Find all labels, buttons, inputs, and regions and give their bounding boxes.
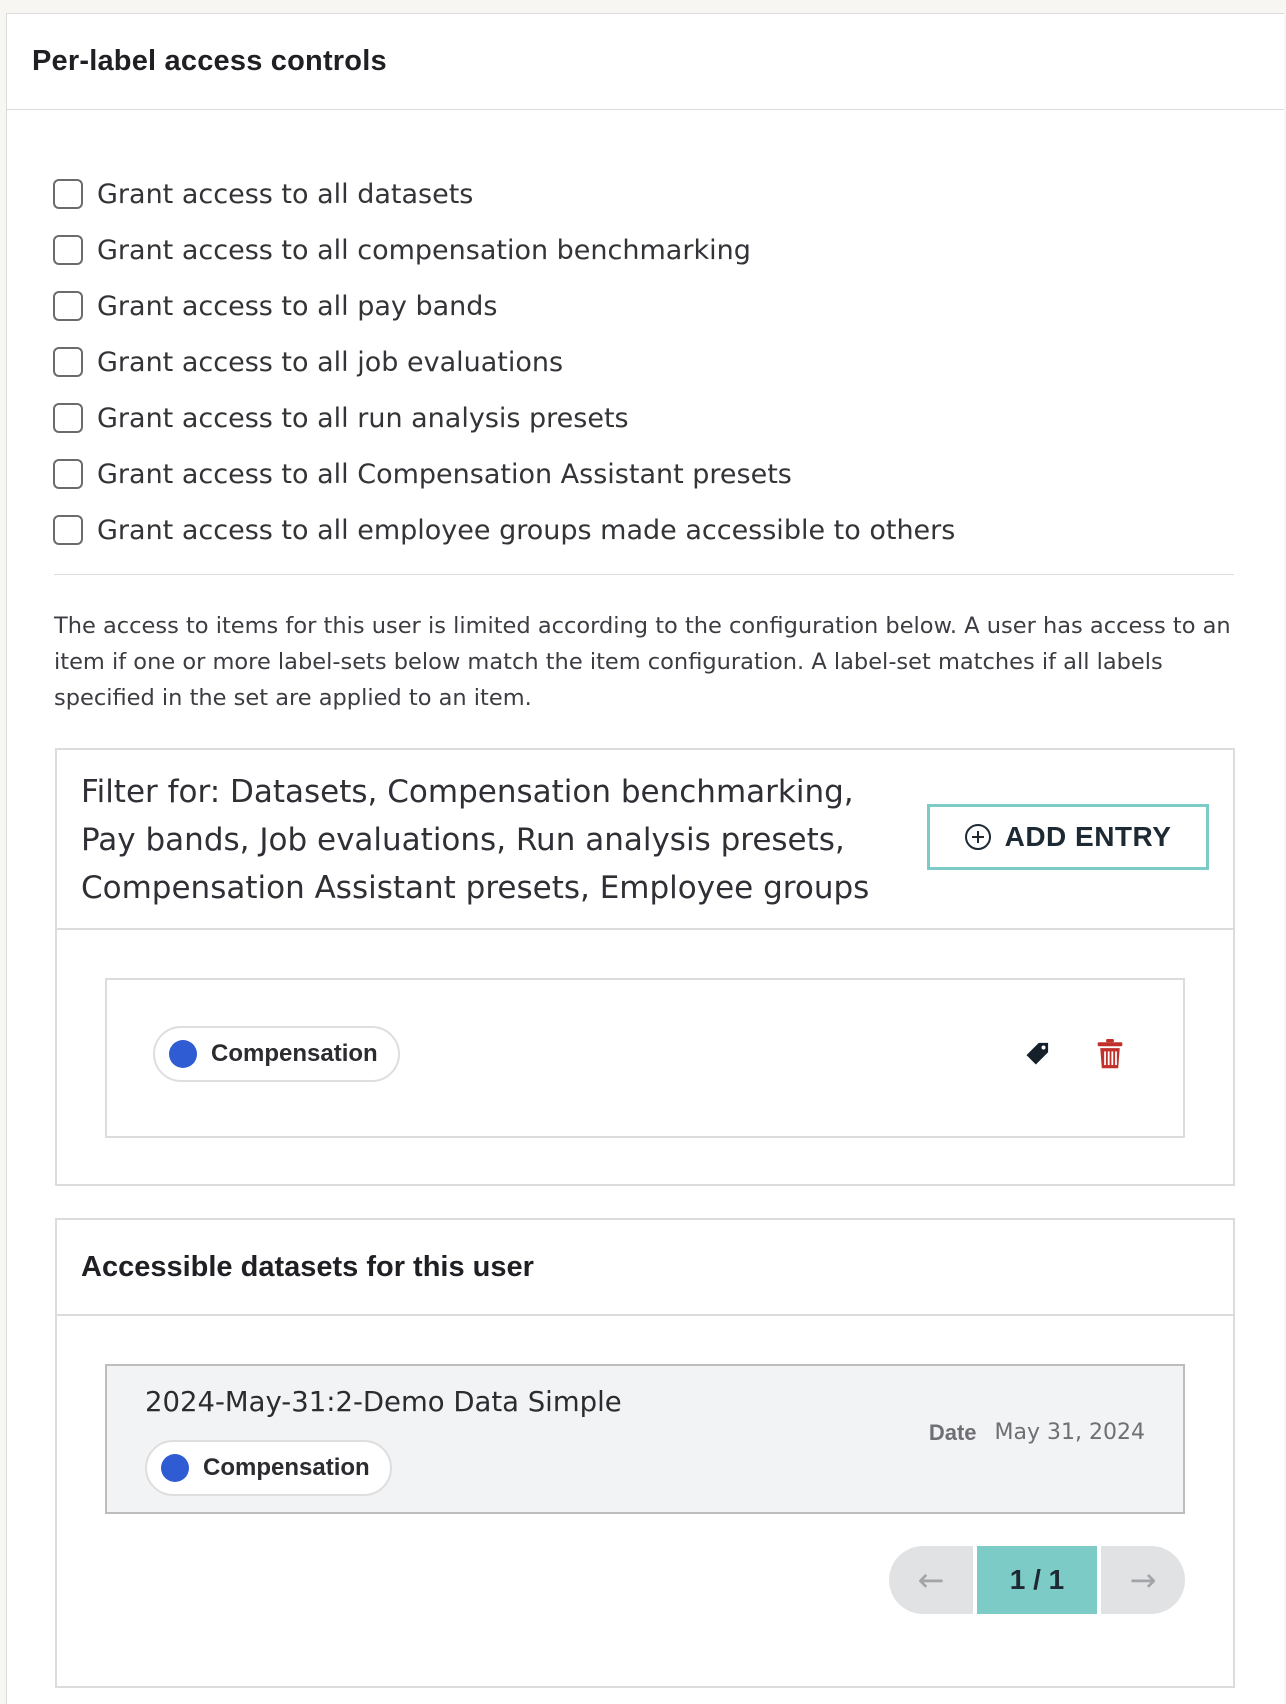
previous-page-button[interactable] — [889, 1546, 973, 1614]
dataset-name: 2024-May-31:2-Demo Data Simple — [145, 1386, 622, 1418]
grant-employee-groups-row[interactable] — [53, 502, 955, 558]
accessible-datasets-header — [57, 1220, 1233, 1316]
filter-description: Filter for: Datasets, Compensation benchmarking, Pay bands, Job evaluations, Run analysis presets, Compensation Assistant presets, Employee groups — [81, 774, 870, 906]
grant-pay-bands-row[interactable] — [53, 278, 955, 334]
label-filter-box — [55, 748, 1235, 1186]
label-chip-text: Compensation — [211, 1040, 378, 1067]
add-entry-label: ADD ENTRY — [1004, 821, 1172, 852]
next-page-button[interactable] — [1101, 1546, 1185, 1614]
grant-job-evaluations-checkbox[interactable] — [53, 347, 83, 377]
grant-pay-bands-checkbox[interactable] — [53, 291, 83, 321]
grant-employee-groups-checkbox[interactable] — [53, 515, 83, 545]
access-info-text: The access to items for this user is limited according to the configuration below. A user has access to an item if one or more label-sets below match the item configuration. A label-set matches if all labels specified in the set are applied to an item. — [54, 613, 1231, 711]
label-chip — [145, 1440, 392, 1496]
dataset-card[interactable] — [105, 1364, 1185, 1514]
grant-compensation-assistant-presets-row[interactable] — [53, 446, 955, 502]
checkbox-label: Grant access to all employee groups made accessible to others — [97, 514, 956, 546]
page-indicator: 1 / 1 — [977, 1546, 1097, 1614]
accessible-datasets-box — [55, 1218, 1235, 1688]
arrow-right-icon: → — [1129, 1561, 1157, 1599]
label-chip-text: Compensation — [203, 1454, 370, 1481]
grant-run-analysis-presets-checkbox[interactable] — [53, 403, 83, 433]
label-chip — [153, 1026, 400, 1082]
grant-job-evaluations-row[interactable] — [53, 334, 955, 390]
grant-compensation-benchmarking-checkbox[interactable] — [53, 235, 83, 265]
date-value: May 31, 2024 — [994, 1420, 1145, 1445]
section-divider — [54, 574, 1234, 575]
checkbox-label: Grant access to all datasets — [97, 178, 474, 210]
tag-icon[interactable] — [1023, 1040, 1051, 1068]
checkbox-label: Grant access to all job evaluations — [97, 346, 564, 378]
grant-checkbox-list — [53, 166, 955, 558]
label-color-dot — [169, 1040, 197, 1068]
panel-title: Per-label access controls — [32, 45, 387, 77]
panel-header — [7, 14, 1284, 110]
dataset-date — [929, 1420, 1145, 1446]
checkbox-label: Grant access to all Compensation Assistant presets — [97, 458, 792, 490]
label-color-dot — [161, 1454, 189, 1482]
grant-datasets-checkbox[interactable] — [53, 179, 83, 209]
grant-compensation-assistant-presets-checkbox[interactable] — [53, 459, 83, 489]
grant-compensation-benchmarking-row[interactable] — [53, 222, 955, 278]
grant-datasets-row[interactable] — [53, 166, 955, 222]
checkbox-label: Grant access to all run analysis presets — [97, 402, 629, 434]
grant-run-analysis-presets-row[interactable] — [53, 390, 955, 446]
plus-circle-icon — [965, 824, 991, 850]
label-set-entry — [105, 978, 1185, 1138]
checkbox-label: Grant access to all compensation benchmarking — [97, 234, 751, 266]
add-entry-button[interactable] — [927, 804, 1209, 870]
checkbox-label: Grant access to all pay bands — [97, 290, 498, 322]
trash-icon[interactable] — [1097, 1038, 1123, 1070]
accessible-datasets-title: Accessible datasets for this user — [81, 1250, 534, 1283]
pagination — [889, 1546, 1185, 1614]
arrow-left-icon: ← — [917, 1561, 945, 1599]
date-label: Date — [928, 1420, 977, 1445]
filter-header — [57, 750, 1233, 930]
